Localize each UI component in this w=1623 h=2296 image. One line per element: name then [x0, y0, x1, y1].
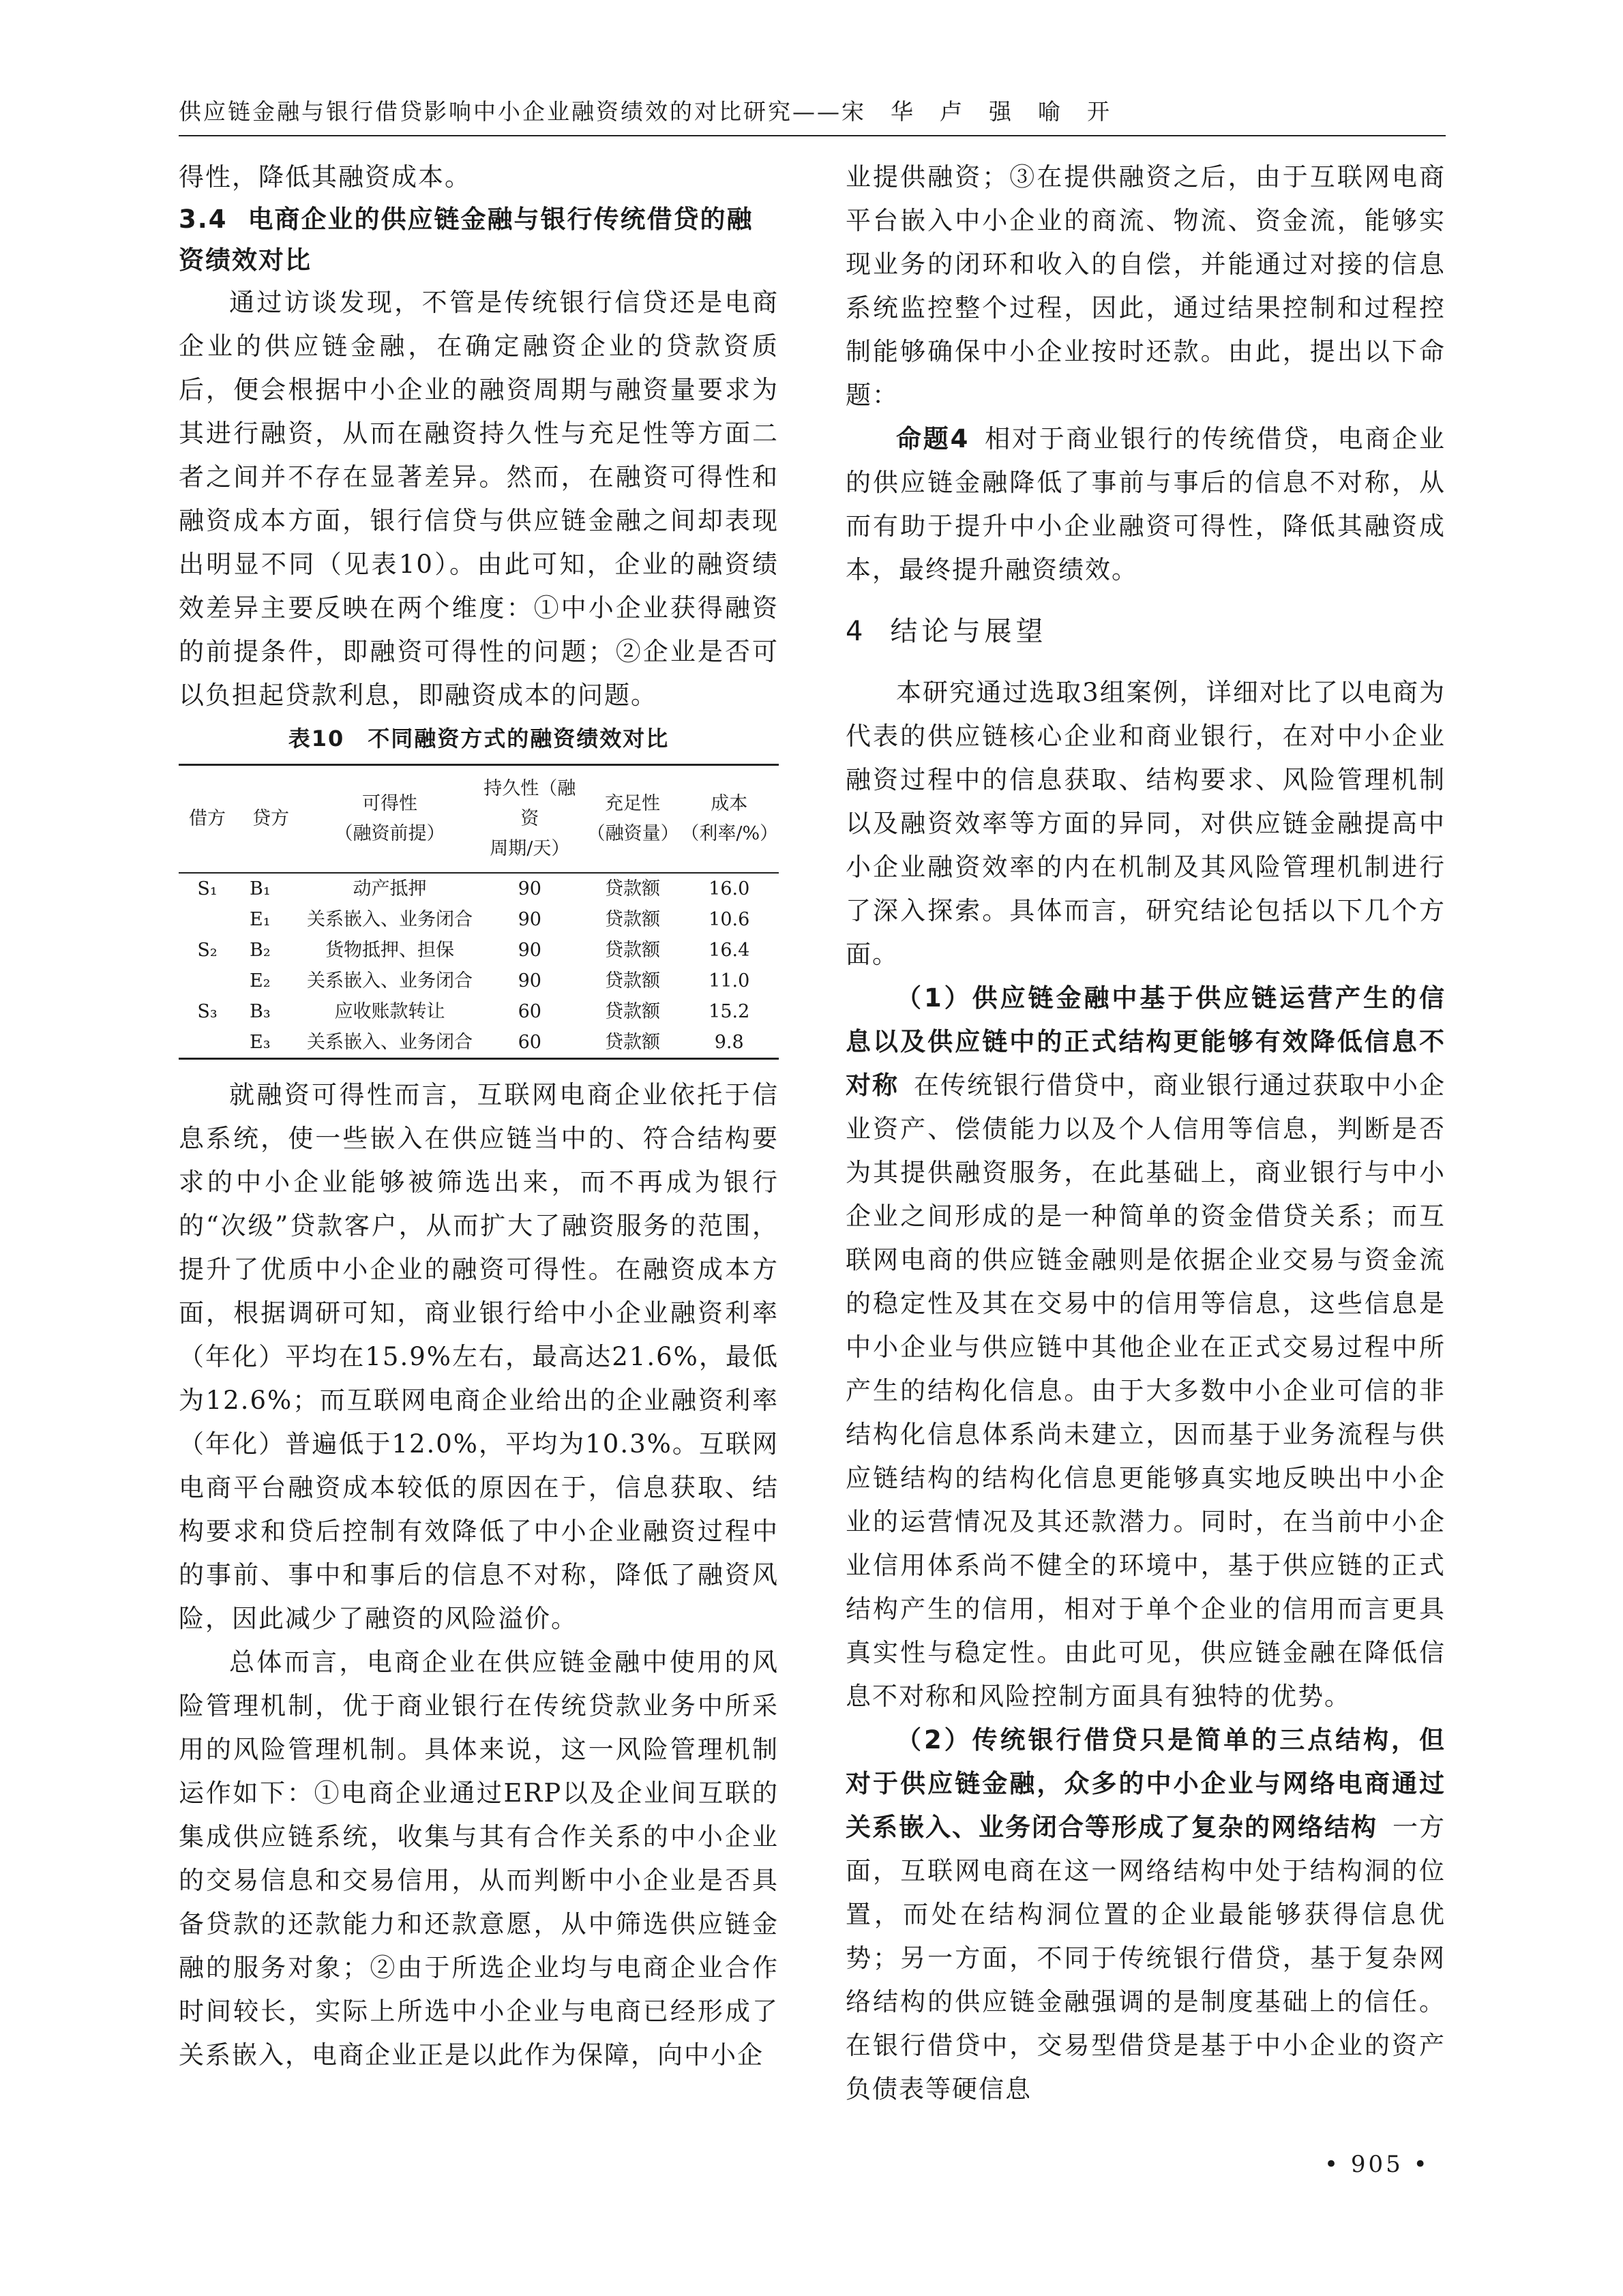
cell-lender — [179, 1027, 236, 1059]
table-row — [179, 904, 779, 935]
cell-borrower: E₃ — [250, 1032, 271, 1053]
cell-sufficiency: 贷款额 — [605, 1001, 660, 1022]
header-cost-sub: （利率/%） — [681, 823, 779, 844]
cell-availability: 关系嵌入、业务闭合 — [307, 970, 473, 992]
cell-durability: 90 — [518, 940, 541, 961]
point-text: 一方面，互联网电商在这一网络结构中处于结构洞的位置，而处在结构洞位置的企业最能够获得信息优势；另一方面，不同于传统银行借贷，基于复杂网络结构的供应链金融强调的是制度基础上的信任。在银行借贷中，交易型借贷是基于中小企业的资产负债表等硬信息 — [846, 1813, 1446, 2104]
cell-lender: S₁ — [197, 878, 218, 899]
cell-sufficiency: 贷款额 — [605, 878, 660, 899]
section-heading-4 — [846, 610, 1446, 653]
table-row — [179, 966, 779, 996]
header-availability — [306, 765, 474, 874]
section-heading-3-4 — [179, 199, 779, 281]
cell-lender — [179, 966, 236, 996]
cell-availability: 应收账款转让 — [334, 1001, 445, 1022]
cell-cost: 16.0 — [709, 878, 750, 899]
header-rule — [179, 135, 1446, 136]
table-header-row — [179, 765, 779, 874]
paragraph: 业提供融资；③在提供融资之后，由于互联网电商平台嵌入中小企业的商流、物流、资金流，能够实现业务的闭环和收入的自偿，并能通过对接的信息系统监控整个过程，因此，通过结果控制和过程控制能够确保中小企业按时还款。由此，提出以下命题： — [846, 162, 1446, 410]
cell-durability: 90 — [518, 909, 541, 930]
paragraph: 得性，降低其融资成本。 — [179, 162, 471, 192]
table-row — [179, 935, 779, 966]
conclusion-point-1 — [846, 976, 1446, 1718]
cell-cost: 10.6 — [709, 909, 750, 930]
section-title: 电商企业的供应链金融与银行传统借贷的融资绩效对比 — [179, 205, 754, 275]
table-row — [179, 1027, 779, 1059]
cell-cost: 16.4 — [709, 940, 750, 961]
point-lead: （1）供应链金融中基于供应链运营产生的信息以及供应链中的正式结构更能够有效降低信息不对称 — [846, 983, 1446, 1100]
cell-borrower: E₁ — [250, 909, 271, 930]
cell-lender — [179, 904, 236, 935]
left-column — [179, 155, 779, 2077]
header-durability-sub: 周期/天） — [490, 838, 570, 859]
proposition-text: 相对于商业银行的传统借贷，电商企业的供应链金融降低了事前与事后的信息不对称，从而有助于提升中小企业融资可得性，降低其融资成本，最终提升融资绩效。 — [846, 424, 1446, 584]
comparison-table — [179, 764, 779, 1060]
cell-durability: 60 — [518, 1032, 541, 1053]
cell-cost: 11.0 — [709, 970, 750, 992]
point-lead: （2）传统银行借贷只是简单的三点结构，但对于供应链金融，众多的中小企业与网络电商通过关系嵌入、业务闭合等形成了复杂的网络结构 — [846, 1725, 1446, 1842]
cell-sufficiency: 贷款额 — [605, 940, 660, 961]
section-number: 4 — [846, 616, 867, 647]
header-borrower: 贷方 — [252, 808, 289, 829]
table-caption: 表10 不同融资方式的融资绩效对比 — [288, 726, 670, 751]
cell-borrower: B₁ — [250, 878, 271, 899]
cell-lender: S₃ — [197, 1001, 218, 1022]
cell-borrower: B₃ — [250, 1001, 271, 1022]
header-sufficiency-main: 充足性 — [605, 793, 660, 814]
cell-availability: 关系嵌入、业务闭合 — [307, 1032, 473, 1053]
cell-cost: 9.8 — [714, 1032, 744, 1053]
cell-durability: 90 — [518, 878, 541, 899]
cell-availability: 动产抵押 — [353, 878, 427, 899]
cell-sufficiency: 贷款额 — [605, 970, 660, 992]
cell-cost: 15.2 — [709, 1001, 750, 1022]
header-availability-sub: （融资前提） — [334, 823, 445, 844]
paragraph: 本研究通过选取3组案例，详细对比了以电商为代表的供应链核心企业和商业银行，在对中小企业融资过程中的信息获取、结构要求、风险管理机制以及融资效率等方面的异同，对供应链金融提高中小企业融资效率的内在机制及其风险管理机制进行了深入探索。具体而言，研究结论包括以下几个方面。 — [846, 678, 1446, 969]
header-cost-main: 成本 — [711, 793, 748, 814]
header-availability-main: 可得性 — [362, 793, 417, 814]
paragraph: 总体而言，电商企业在供应链金融中使用的风险管理机制，优于商业银行在传统贷款业务中所采用的风险管理机制。具体来说，这一风险管理机制运作如下：①电商企业通过ERP以及企业间互联的集成供应链系统，收集与其有合作关系的中小企业的交易信息和交易信用，从而判断中小企业是否具备贷款的还款能力和还款意愿，从中筛选供应链金融的服务对象；②由于所选企业均与电商企业合作时间较长，实际上所选中小企业与电商已经形成了关系嵌入，电商企业正是以此作为保障，向中小企 — [179, 1648, 779, 2070]
right-column — [846, 155, 1446, 2111]
header-cost — [679, 765, 779, 874]
header-durability — [474, 765, 586, 874]
header-sufficiency — [586, 765, 680, 874]
table-row — [179, 996, 779, 1027]
table-row — [179, 873, 779, 904]
point-text: 在传统银行借贷中，商业银行通过获取中小企业资产、偿债能力以及个人信用等信息，判断是否为其提供融资服务，在此基础上，商业银行与中小企业之间形成的是一种简单的资金借贷关系；而互联网电商的供应链金融则是依据企业交易与资金流的稳定性及其在交易中的信用等信息，这些信息是中小企业与供应链中其他企业在正式交易过程中所产生的结构化信息。由于大多数中小企业可信的非结构化信息体系尚未建立，因而基于业务流程与供应链结构的结构化信息更能够真实地反映出中小企业的运营情况及其还款潜力。同时，在当前中小企业信用体系尚不健全的环境中，基于供应链的正式结构产生的信用，相对于单个企业的信用而言更具真实性与稳定性。由此可见，供应链金融在降低信息不对称和风险控制方面具有独特的优势。 — [846, 1071, 1446, 1711]
cell-availability: 货物抵押、担保 — [325, 940, 454, 961]
paragraph: 通过访谈发现，不管是传统银行信贷还是电商企业的供应链金融，在确定融资企业的贷款资质后，便会根据中小企业的融资周期与融资量要求为其进行融资，从而在融资持久性与充足性等方面二者之间并不存在显著差异。然而，在融资可得性和融资成本方面，银行信贷与供应链金融之间却表现出明显不同（见表10）。由此可知，企业的融资绩效差异主要反映在两个维度：①中小企业获得融资的前提条件，即融资可得性的问题；②企业是否可以负担起贷款利息，即融资成本的问题。 — [179, 288, 779, 710]
header-sufficiency-sub: （融资量） — [586, 823, 679, 844]
page-number: • 905 • — [1324, 2151, 1430, 2178]
cell-durability: 60 — [518, 1001, 541, 1022]
section-number: 3.4 — [179, 205, 228, 234]
cell-sufficiency: 贷款额 — [605, 909, 660, 930]
paragraph: 就融资可得性而言，互联网电商企业依托于信息系统，使一些嵌入在供应链当中的、符合结构要求的中小企业能够被筛选出来，而不再成为银行的“次级”贷款客户，从而扩大了融资服务的范围，提升了优质中小企业的融资可得性。在融资成本方面，根据调研可知，商业银行给中小企业融资利率（年化）平均在15.9%左右，最高达21.6%，最低为12.6%；而互联网电商企业给出的企业融资利率（年化）普遍低于12.0%，平均为10.3%。互联网电商平台融资成本较低的原因在于，信息获取、结构要求和贷后控制有效降低了中小企业融资过程中的事前、事中和事后的信息不对称，降低了融资风险，因此减少了融资的风险溢价。 — [179, 1080, 779, 1633]
header-durability-main: 持久性（融资 — [483, 778, 576, 829]
proposition-4 — [846, 417, 1446, 592]
header-lender: 借方 — [189, 808, 226, 829]
cell-borrower: E₂ — [250, 970, 271, 992]
cell-sufficiency: 贷款额 — [605, 1032, 660, 1053]
cell-lender: S₂ — [197, 940, 218, 961]
running-header: 供应链金融与银行借贷影响中小企业融资绩效的对比研究——宋 华 卢 强 喻 开 — [179, 98, 1112, 125]
section-title: 结论与展望 — [890, 616, 1047, 647]
cell-borrower: B₂ — [250, 940, 271, 961]
cell-durability: 90 — [518, 970, 541, 992]
conclusion-point-2 — [846, 1718, 1446, 2111]
proposition-label: 命题4 — [896, 424, 970, 453]
cell-availability: 关系嵌入、业务闭合 — [307, 909, 473, 930]
